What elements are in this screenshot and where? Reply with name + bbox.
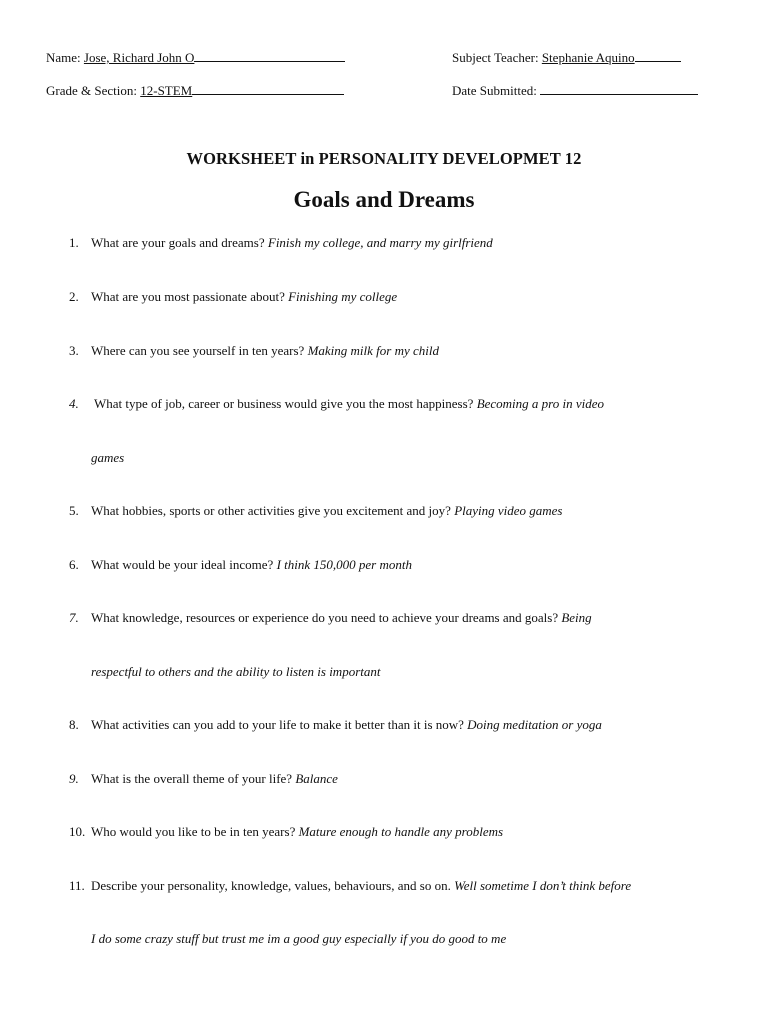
teacher-label: Subject Teacher: <box>452 50 542 65</box>
worksheet-title: WORKSHEET in PERSONALITY DEVELOPMET 12 <box>186 149 582 168</box>
answer-continuation: games <box>91 450 125 465</box>
question-body <box>91 343 439 359</box>
name-label: Name: <box>46 50 84 65</box>
grade-value: 12-STEM <box>140 83 193 98</box>
page-title: Goals and Dreams <box>293 187 475 212</box>
question-text: What is the overall theme of your life? <box>91 771 296 786</box>
question-number: 2. <box>69 289 79 304</box>
answer-text: Doing meditation or yoga <box>467 717 602 732</box>
answer-text: I think 150,000 per month <box>276 557 412 572</box>
question-body <box>91 878 631 894</box>
answer-text: Being <box>561 610 592 625</box>
name-field <box>46 49 345 66</box>
date-submitted-field <box>452 82 698 99</box>
answer-text: Well sometime I don’t think before <box>454 878 632 893</box>
question-body <box>91 610 592 626</box>
question-number: 1. <box>69 235 79 250</box>
question-body <box>91 557 412 573</box>
teacher-value: Stephanie Aquino <box>541 50 635 65</box>
teacher-underline <box>635 49 681 62</box>
answer-text: Finish my college, and marry my girlfriend <box>267 235 493 250</box>
grade-section-field <box>46 82 344 99</box>
date-underline <box>540 82 698 95</box>
question-body <box>94 396 604 412</box>
grade-underline <box>192 82 344 95</box>
question-text: What would be your ideal income? <box>91 557 277 572</box>
question-text: Describe your personality, knowledge, values, behaviours, and so on. <box>91 878 455 893</box>
question-body <box>91 503 563 519</box>
question-text: What knowledge, resources or experience do you need to achieve your dreams and goals? <box>91 610 562 625</box>
question-body <box>91 771 338 787</box>
question-text: What hobbies, sports or other activities give you excitement and joy? <box>91 503 455 518</box>
question-text: What are your goals and dreams? <box>91 235 268 250</box>
question-number: 3. <box>69 343 79 358</box>
question-body <box>91 717 602 733</box>
question-number: 11. <box>69 878 85 893</box>
teacher-field <box>452 49 681 66</box>
answer-text: Playing video games <box>454 503 563 518</box>
date-label: Date Submitted: <box>452 83 541 98</box>
question-text: What type of job, career or business would give you the most happiness? <box>94 396 477 411</box>
answer-continuation: I do some crazy stuff but trust me im a good guy especially if you do good to me <box>91 931 507 946</box>
grade-label: Grade & Section: <box>46 83 141 98</box>
question-number: 6. <box>69 557 79 572</box>
question-number: 4. <box>69 396 79 411</box>
question-number: 9. <box>69 771 79 786</box>
question-text: Who would you like to be in ten years? <box>91 824 299 839</box>
name-underline <box>194 49 345 62</box>
question-number: 7. <box>69 610 79 625</box>
answer-text: Mature enough to handle any problems <box>298 824 504 839</box>
question-number: 10. <box>69 824 86 839</box>
question-body <box>91 824 503 840</box>
question-text: Where can you see yourself in ten years? <box>91 343 308 358</box>
question-text: What activities can you add to your life to make it better than it is now? <box>91 717 468 732</box>
question-body <box>91 235 493 251</box>
answer-text: Balance <box>295 771 338 786</box>
question-number: 5. <box>69 503 79 518</box>
name-value: Jose, Richard John O <box>83 50 195 65</box>
answer-text: Making milk for my child <box>307 343 439 358</box>
question-text: What are you most passionate about? <box>91 289 289 304</box>
question-number: 8. <box>69 717 79 732</box>
answer-text: Becoming a pro in video <box>476 396 605 411</box>
question-body <box>91 289 397 305</box>
answer-continuation: respectful to others and the ability to listen is important <box>91 664 381 679</box>
answer-text: Finishing my college <box>288 289 398 304</box>
